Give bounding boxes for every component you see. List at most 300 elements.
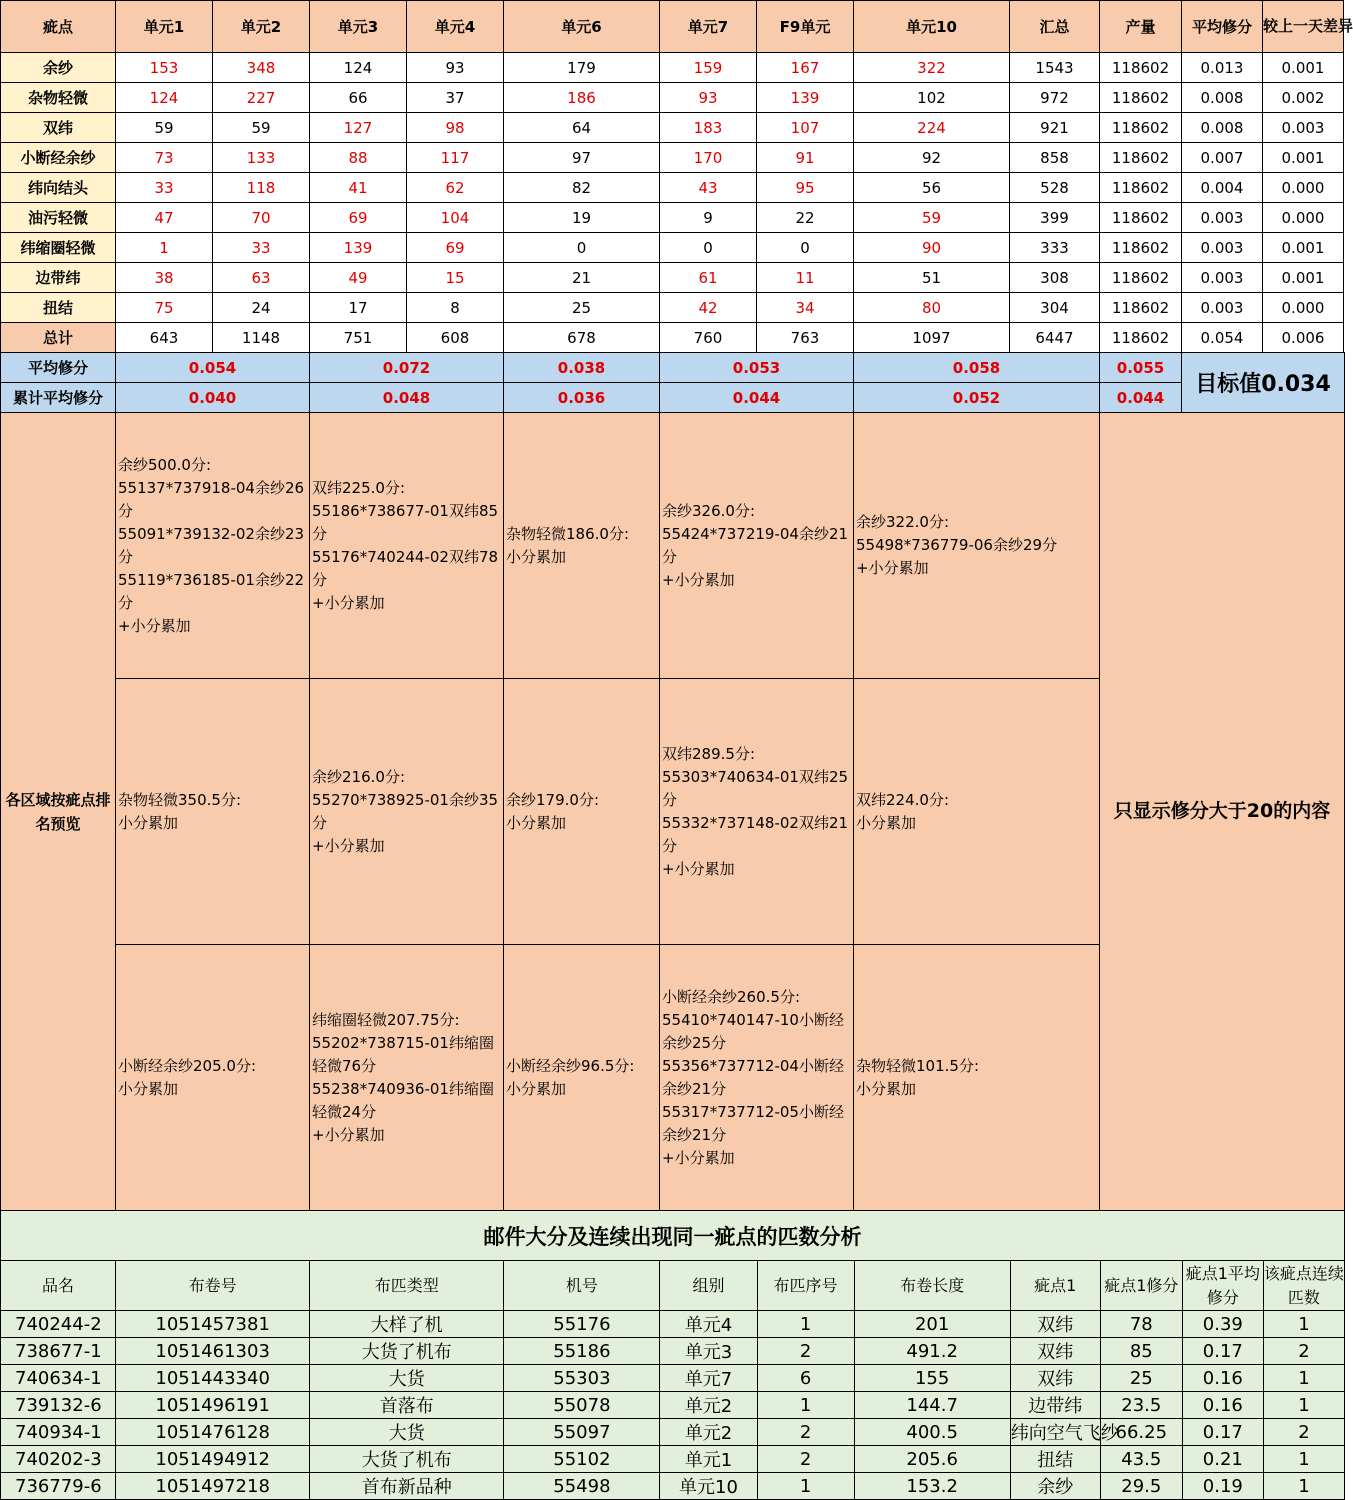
header-total: 汇总 [1010, 1, 1100, 53]
defect-count: 64 [504, 113, 660, 143]
avg-value: 0.053 [660, 353, 854, 383]
rank-line: 双纬225.0分: [312, 478, 405, 497]
rank-line: +小分累加 [856, 559, 929, 577]
analysis-row [1, 1392, 1345, 1419]
rank-cell [660, 679, 854, 945]
defect-count: 69 [407, 233, 504, 263]
sum-value: 760 [660, 323, 757, 353]
rank-cell [660, 945, 854, 1211]
rank-line: 余纱216.0分: [312, 767, 405, 786]
analysis-cell: 740202-3 [1, 1446, 116, 1473]
defect-count: 124 [310, 53, 407, 83]
sum-value: 1097 [854, 323, 1010, 353]
defect-row [1, 173, 1345, 203]
analysis-cell: 单元7 [660, 1365, 757, 1392]
avg-total: 0.055 [1100, 353, 1182, 383]
analysis-cell: 单元2 [660, 1392, 757, 1419]
rank-line: 小分累加 [506, 1079, 567, 1098]
rank-cell [504, 679, 660, 945]
analysis-title-row [1, 1211, 1345, 1261]
analysis-cell: 大货 [310, 1419, 504, 1446]
analysis-cell: 66.25 [1100, 1419, 1182, 1446]
rank-line: 小分累加 [856, 813, 917, 832]
defect-name: 油污轻微 [1, 203, 116, 233]
header-unit: 单元2 [213, 1, 310, 53]
defect-output: 118602 [1100, 233, 1182, 263]
rank-line: 小分累加 [506, 813, 567, 832]
rank-line: 55498*736779-06余纱29分 [856, 536, 1058, 554]
analysis-cell: 纬向空气飞纱 [1010, 1419, 1100, 1446]
defect-avg: 0.003 [1182, 263, 1263, 293]
analysis-cell: 1 [757, 1311, 854, 1338]
analysis-row [1, 1473, 1345, 1500]
defect-count: 0 [504, 233, 660, 263]
header-output: 产量 [1100, 1, 1182, 53]
rank-line: 55091*739132-02余纱23分 [118, 524, 305, 566]
analysis-cell: 153.2 [854, 1473, 1010, 1500]
rank-cell [504, 413, 660, 679]
defect-count: 95 [757, 173, 854, 203]
defect-avg: 0.004 [1182, 173, 1263, 203]
rank-line: 余纱326.0分: [662, 501, 755, 520]
analysis-header: 机号 [504, 1261, 660, 1311]
defect-count: 102 [854, 83, 1010, 113]
defect-count: 49 [310, 263, 407, 293]
defect-count: 98 [407, 113, 504, 143]
avg-value: 0.058 [854, 353, 1100, 383]
rank-note: 只显示修分大于20的内容 [1100, 413, 1345, 1211]
analysis-cell: 2 [757, 1446, 854, 1473]
rank-line: 杂物轻微186.0分: [506, 524, 629, 543]
header-unit: 单元1 [116, 1, 213, 53]
header-unit: F9单元 [757, 1, 854, 53]
cum-value: 0.048 [310, 383, 504, 413]
defect-diff: 0.000 [1263, 173, 1344, 203]
analysis-cell: 155 [854, 1365, 1010, 1392]
defect-count: 59 [213, 113, 310, 143]
analysis-cell: 1 [1263, 1446, 1344, 1473]
rank-line: +小分累加 [118, 616, 191, 635]
defect-total: 921 [1010, 113, 1100, 143]
analysis-cell: 单元4 [660, 1311, 757, 1338]
defect-diff: 0.001 [1263, 233, 1344, 263]
defect-total: 528 [1010, 173, 1100, 203]
defect-row [1, 233, 1345, 263]
rank-cell [116, 679, 310, 945]
analysis-cell: 1051443340 [116, 1365, 310, 1392]
rank-line: 55317*737712-05小断经余纱21分 [662, 1102, 844, 1144]
defect-count: 93 [660, 83, 757, 113]
analysis-header: 布卷号 [116, 1261, 310, 1311]
rank-line: 小断经余纱96.5分: [506, 1056, 635, 1075]
defect-count: 127 [310, 113, 407, 143]
defect-name: 杂物轻微 [1, 83, 116, 113]
rank-cell [504, 945, 660, 1211]
defect-count: 69 [310, 203, 407, 233]
defect-count: 24 [213, 293, 310, 323]
rank-line: 55424*737219-04余纱21分 [662, 524, 849, 566]
defect-output: 118602 [1100, 293, 1182, 323]
cum-value: 0.036 [504, 383, 660, 413]
analysis-row [1, 1419, 1345, 1446]
header-unit: 单元7 [660, 1, 757, 53]
cum-row [1, 383, 1345, 413]
defect-total: 308 [1010, 263, 1100, 293]
rank-line: 小分累加 [856, 1079, 917, 1098]
defect-count: 133 [213, 143, 310, 173]
sum-output: 118602 [1100, 323, 1182, 353]
rank-cell [116, 945, 310, 1211]
analysis-cell: 单元1 [660, 1446, 757, 1473]
analysis-cell: 1 [1263, 1311, 1344, 1338]
defect-count: 224 [854, 113, 1010, 143]
defect-count: 66 [310, 83, 407, 113]
rank-line: 余纱322.0分: [856, 513, 949, 531]
defect-output: 118602 [1100, 143, 1182, 173]
defect-output: 118602 [1100, 173, 1182, 203]
analysis-cell: 55186 [504, 1338, 660, 1365]
analysis-cell: 2 [1263, 1419, 1344, 1446]
analysis-cell: 1 [1263, 1392, 1344, 1419]
rank-label [1, 413, 116, 1211]
defect-count: 33 [116, 173, 213, 203]
defect-row [1, 143, 1345, 173]
rank-line: 55332*737148-02双纬21分 [662, 813, 849, 855]
defect-count: 80 [854, 293, 1010, 323]
analysis-cell: 首落布 [310, 1392, 504, 1419]
rank-cell [660, 413, 854, 679]
analysis-cell: 1051476128 [116, 1419, 310, 1446]
rank-line: 55119*736185-01余纱22分 [118, 570, 305, 612]
defect-count: 348 [213, 53, 310, 83]
analysis-cell: 55176 [504, 1311, 660, 1338]
defect-count: 62 [407, 173, 504, 203]
defect-output: 118602 [1100, 53, 1182, 83]
defect-row [1, 263, 1345, 293]
defect-count: 93 [407, 53, 504, 83]
defect-total: 399 [1010, 203, 1100, 233]
defect-row [1, 53, 1345, 83]
defect-avg: 0.008 [1182, 83, 1263, 113]
rank-line: 55356*737712-04小断经余纱21分 [662, 1056, 844, 1098]
analysis-cell: 0.16 [1182, 1392, 1263, 1419]
analysis-header: 布匹类型 [310, 1261, 504, 1311]
defect-row [1, 293, 1345, 323]
sum-label: 总计 [1, 323, 116, 353]
rank-line: 55137*737918-04余纱26分 [118, 478, 305, 520]
defect-count: 0 [660, 233, 757, 263]
analysis-cell: 738677-1 [1, 1338, 116, 1365]
defect-name: 边带纬 [1, 263, 116, 293]
defect-count: 88 [310, 143, 407, 173]
cum-value: 0.052 [854, 383, 1100, 413]
analysis-table [0, 1210, 1345, 1500]
rank-line: 55270*738925-01余纱35分 [312, 790, 499, 832]
sum-value: 763 [757, 323, 854, 353]
defect-name: 双纬 [1, 113, 116, 143]
rank-line: +小分累加 [312, 1125, 385, 1144]
sum-value: 643 [116, 323, 213, 353]
defect-count: 21 [504, 263, 660, 293]
analysis-cell: 2 [757, 1419, 854, 1446]
analysis-cell: 55102 [504, 1446, 660, 1473]
defect-row [1, 203, 1345, 233]
header-unit: 单元6 [504, 1, 660, 53]
rank-label-text: 各区域按疵点排名预览 [5, 790, 111, 833]
analysis-header: 布卷长度 [854, 1261, 1010, 1311]
analysis-cell: 单元2 [660, 1419, 757, 1446]
analysis-cell: 扭结 [1010, 1446, 1100, 1473]
cum-total: 0.044 [1100, 383, 1182, 413]
analysis-cell: 1051496191 [116, 1392, 310, 1419]
rank-line: +小分累加 [662, 570, 735, 589]
avg-row [1, 353, 1345, 383]
analysis-cell: 1051457381 [116, 1311, 310, 1338]
defect-count: 63 [213, 263, 310, 293]
rank-row [1, 413, 1345, 679]
analysis-cell: 43.5 [1100, 1446, 1182, 1473]
rank-cell [854, 413, 1100, 679]
rank-line: 小断经余纱260.5分: [662, 987, 800, 1006]
defect-total: 1543 [1010, 53, 1100, 83]
defect-output: 118602 [1100, 113, 1182, 143]
analysis-cell: 1 [757, 1473, 854, 1500]
analysis-cell: 740634-1 [1, 1365, 116, 1392]
analysis-cell: 2 [1263, 1338, 1344, 1365]
analysis-cell: 余纱 [1010, 1473, 1100, 1500]
rank-line: 杂物轻微350.5分: [118, 790, 241, 809]
analysis-cell: 双纬 [1010, 1311, 1100, 1338]
analysis-cell: 205.6 [854, 1446, 1010, 1473]
rank-line: 小分累加 [506, 547, 567, 566]
analysis-cell: 1051461303 [116, 1338, 310, 1365]
sum-value: 751 [310, 323, 407, 353]
defect-count: 104 [407, 203, 504, 233]
analysis-cell: 78 [1100, 1311, 1182, 1338]
defect-diff: 0.001 [1263, 143, 1344, 173]
sum-avg: 0.054 [1182, 323, 1263, 353]
cum-value: 0.040 [116, 383, 310, 413]
analysis-cell: 0.19 [1182, 1473, 1263, 1500]
defect-diff: 0.002 [1263, 83, 1344, 113]
target-value: 目标值0.034 [1182, 353, 1345, 413]
rank-cell [310, 679, 504, 945]
defect-count: 38 [116, 263, 213, 293]
analysis-cell: 大货了机布 [310, 1338, 504, 1365]
analysis-cell: 55078 [504, 1392, 660, 1419]
defect-count: 73 [116, 143, 213, 173]
avg-value: 0.072 [310, 353, 504, 383]
defect-count: 179 [504, 53, 660, 83]
defect-avg: 0.003 [1182, 293, 1263, 323]
analysis-cell: 201 [854, 1311, 1010, 1338]
rank-line: 55238*740936-01纬缩圈轻微24分 [312, 1079, 494, 1121]
header-defect: 疵点 [1, 1, 116, 53]
sum-value: 678 [504, 323, 660, 353]
analysis-cell: 55303 [504, 1365, 660, 1392]
avg-value: 0.038 [504, 353, 660, 383]
analysis-row [1, 1311, 1345, 1338]
analysis-cell: 25 [1100, 1365, 1182, 1392]
defect-count: 97 [504, 143, 660, 173]
defect-count: 51 [854, 263, 1010, 293]
defect-name: 余纱 [1, 53, 116, 83]
analysis-header: 布匹序号 [757, 1261, 854, 1311]
defect-count: 167 [757, 53, 854, 83]
defect-count: 25 [504, 293, 660, 323]
defect-count: 8 [407, 293, 504, 323]
sum-value: 608 [407, 323, 504, 353]
defect-count: 91 [757, 143, 854, 173]
defect-total: 333 [1010, 233, 1100, 263]
defect-count: 47 [116, 203, 213, 233]
analysis-cell: 55097 [504, 1419, 660, 1446]
analysis-cell: 23.5 [1100, 1392, 1182, 1419]
defect-count: 70 [213, 203, 310, 233]
defect-count: 90 [854, 233, 1010, 263]
defect-count: 0 [757, 233, 854, 263]
defect-count: 11 [757, 263, 854, 293]
defect-count: 41 [310, 173, 407, 203]
defect-total: 972 [1010, 83, 1100, 113]
analysis-cell: 1 [1263, 1365, 1344, 1392]
defect-count: 56 [854, 173, 1010, 203]
defect-avg: 0.003 [1182, 233, 1263, 263]
sum-value: 1148 [213, 323, 310, 353]
defect-count: 61 [660, 263, 757, 293]
defect-count: 82 [504, 173, 660, 203]
header-row [1, 1, 1345, 53]
defect-count: 118 [213, 173, 310, 203]
defect-output: 118602 [1100, 203, 1182, 233]
analysis-cell: 736779-6 [1, 1473, 116, 1500]
analysis-cell: 大货 [310, 1365, 504, 1392]
analysis-header: 组别 [660, 1261, 757, 1311]
analysis-cell: 大样了机 [310, 1311, 504, 1338]
defect-count: 42 [660, 293, 757, 323]
rank-line: 双纬289.5分: [662, 744, 755, 763]
defect-avg: 0.013 [1182, 53, 1263, 83]
avg-label: 平均修分 [1, 353, 116, 383]
defect-count: 9 [660, 203, 757, 233]
avg-value: 0.054 [116, 353, 310, 383]
header-diff: 较上一天差异 [1263, 1, 1344, 53]
defect-count: 159 [660, 53, 757, 83]
defect-count: 34 [757, 293, 854, 323]
rank-cell [310, 945, 504, 1211]
defect-count: 117 [407, 143, 504, 173]
rank-line: +小分累加 [312, 836, 385, 855]
sum-total: 6447 [1010, 323, 1100, 353]
analysis-title: 邮件大分及连续出现同一疵点的匹数分析 [1, 1211, 1345, 1261]
analysis-cell: 大货了机布 [310, 1446, 504, 1473]
sum-diff: 0.006 [1263, 323, 1344, 353]
analysis-cell: 1 [757, 1392, 854, 1419]
rank-line: +小分累加 [312, 593, 385, 612]
rank-line: 55303*740634-01双纬25分 [662, 767, 849, 809]
analysis-cell: 0.17 [1182, 1338, 1263, 1365]
rank-line: 55176*740244-02双纬78分 [312, 547, 499, 589]
analysis-cell: 740244-2 [1, 1311, 116, 1338]
sum-row [1, 323, 1345, 353]
header-unit: 单元4 [407, 1, 504, 53]
defect-count: 59 [116, 113, 213, 143]
analysis-header: 疵点1修分 [1100, 1261, 1182, 1311]
header-unit: 单元10 [854, 1, 1010, 53]
analysis-cell: 6 [757, 1365, 854, 1392]
defect-avg: 0.007 [1182, 143, 1263, 173]
defect-count: 1 [116, 233, 213, 263]
defect-total: 858 [1010, 143, 1100, 173]
analysis-cell: 边带纬 [1010, 1392, 1100, 1419]
rank-line: 纬缩圈轻微207.75分: [312, 1010, 460, 1029]
defect-count: 33 [213, 233, 310, 263]
analysis-row [1, 1446, 1345, 1473]
analysis-cell: 0.16 [1182, 1365, 1263, 1392]
rank-cell [854, 679, 1100, 945]
header-unit: 单元3 [310, 1, 407, 53]
defect-count: 139 [757, 83, 854, 113]
defect-name: 小断经余纱 [1, 143, 116, 173]
rank-line: 55410*740147-10小断经余纱25分 [662, 1010, 844, 1052]
defect-total: 304 [1010, 293, 1100, 323]
defect-diff: 0.003 [1263, 113, 1344, 143]
rank-line: +小分累加 [662, 859, 735, 878]
defect-count: 75 [116, 293, 213, 323]
analysis-cell: 2 [757, 1338, 854, 1365]
analysis-cell: 0.17 [1182, 1419, 1263, 1446]
analysis-cell: 双纬 [1010, 1338, 1100, 1365]
defect-count: 186 [504, 83, 660, 113]
analysis-cell: 55498 [504, 1473, 660, 1500]
defect-diff: 0.000 [1263, 203, 1344, 233]
rank-cell [116, 413, 310, 679]
defect-count: 22 [757, 203, 854, 233]
cum-label: 累计平均修分 [1, 383, 116, 413]
analysis-cell: 双纬 [1010, 1365, 1100, 1392]
analysis-cell: 740934-1 [1, 1419, 116, 1446]
defect-count: 153 [116, 53, 213, 83]
defect-count: 19 [504, 203, 660, 233]
analysis-cell: 首布新品种 [310, 1473, 504, 1500]
analysis-row [1, 1338, 1345, 1365]
defect-output: 118602 [1100, 263, 1182, 293]
analysis-cell: 491.2 [854, 1338, 1010, 1365]
defect-count: 37 [407, 83, 504, 113]
defect-diff: 0.000 [1263, 293, 1344, 323]
analysis-cell: 1 [1263, 1473, 1344, 1500]
rank-line: 余纱500.0分: [118, 455, 211, 474]
analysis-header: 品名 [1, 1261, 116, 1311]
defect-name: 纬缩圈轻微 [1, 233, 116, 263]
defect-name: 纬向结头 [1, 173, 116, 203]
defect-diff: 0.001 [1263, 263, 1344, 293]
defect-count: 183 [660, 113, 757, 143]
rank-cell [854, 945, 1100, 1211]
defect-count: 92 [854, 143, 1010, 173]
defect-count: 322 [854, 53, 1010, 83]
defect-output: 118602 [1100, 83, 1182, 113]
analysis-header: 疵点1 [1010, 1261, 1100, 1311]
analysis-row [1, 1365, 1345, 1392]
analysis-cell: 144.7 [854, 1392, 1010, 1419]
defect-count: 43 [660, 173, 757, 203]
rank-line: 55202*738715-01纬缩圈轻微76分 [312, 1033, 494, 1075]
analysis-cell: 739132-6 [1, 1392, 116, 1419]
defect-count: 15 [407, 263, 504, 293]
rank-line: +小分累加 [662, 1148, 735, 1167]
defect-name: 扭结 [1, 293, 116, 323]
